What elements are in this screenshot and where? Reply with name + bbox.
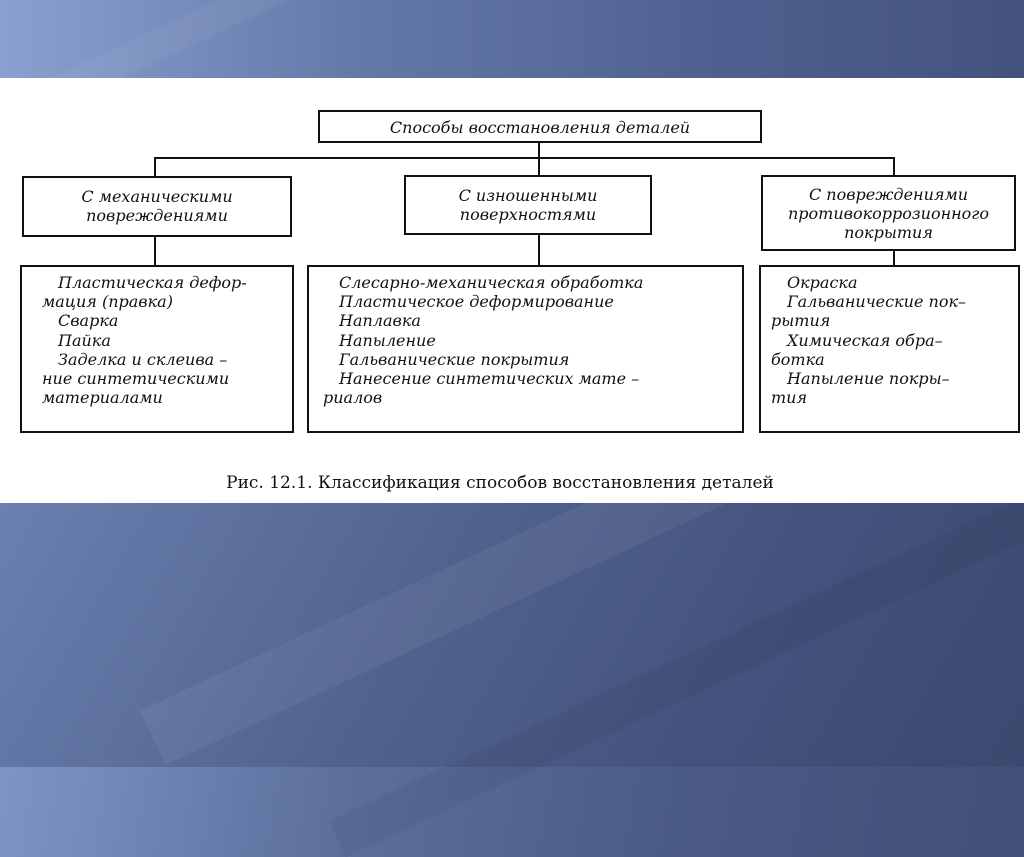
- method-item: Наплавка: [339, 311, 421, 331]
- method-item: Напыление покры–: [787, 369, 950, 389]
- root-node: [318, 110, 762, 143]
- method-item: ние синтетическими: [42, 369, 230, 389]
- method-item: тия: [771, 388, 808, 408]
- method-item: риалов: [323, 388, 383, 408]
- connector-category-1-to-list: [154, 236, 156, 266]
- root-label: Способы восстановления деталей: [389, 118, 691, 137]
- method-item: Слесарно-механическая обработка: [339, 273, 644, 292]
- method-item: Пластическая дефор-: [58, 273, 247, 292]
- methods-list-mechanical: [20, 265, 294, 433]
- connector-category-3-to-list: [893, 250, 895, 266]
- methods-list-corrosion-coating: [759, 265, 1020, 433]
- category-label-line: С изношенными: [458, 186, 598, 205]
- method-item: Окраска: [787, 273, 858, 292]
- connector-category-2-to-list: [538, 234, 540, 266]
- method-item: мация (правка): [42, 292, 173, 312]
- figure-caption: Рис. 12.1. Классификация способов восстановления деталей: [226, 473, 774, 493]
- method-item: Нанесение синтетических мате –: [339, 369, 640, 389]
- category-node-worn-surfaces: [404, 175, 652, 235]
- method-item: рытия: [771, 311, 831, 331]
- method-item: Напыление: [339, 330, 436, 350]
- category-node-mechanical: [22, 176, 292, 237]
- method-item: Пластическое деформирование: [339, 292, 614, 312]
- figure-panel: [0, 78, 1024, 503]
- category-label-line: С механическими: [81, 187, 233, 206]
- method-item: Химическая обра–: [787, 330, 943, 350]
- methods-list-worn-surfaces: [307, 265, 744, 433]
- method-item: Сварка: [58, 311, 119, 331]
- method-item: Пайка: [58, 330, 111, 350]
- connector-horizontal-bus: [154, 157, 895, 159]
- connector-to-category-3: [893, 157, 895, 176]
- method-item: Гальванические пок–: [787, 292, 967, 312]
- category-label-line: покрытия: [844, 223, 933, 242]
- method-item: материалами: [42, 388, 163, 408]
- category-label-line: С повреждениями: [808, 185, 969, 204]
- connector-to-category-1: [154, 157, 156, 177]
- method-item: Заделка и склеива –: [58, 349, 228, 369]
- category-label-line: противокоррозионного: [788, 204, 989, 223]
- connector-root-down: [538, 142, 540, 158]
- method-item: ботка: [771, 349, 825, 369]
- category-label-line: повреждениями: [86, 206, 228, 225]
- category-label-line: поверхностями: [459, 205, 597, 224]
- method-item: Гальванические покрытия: [339, 349, 570, 369]
- category-node-corrosion-coating: [761, 175, 1016, 251]
- connector-to-category-2: [538, 157, 540, 176]
